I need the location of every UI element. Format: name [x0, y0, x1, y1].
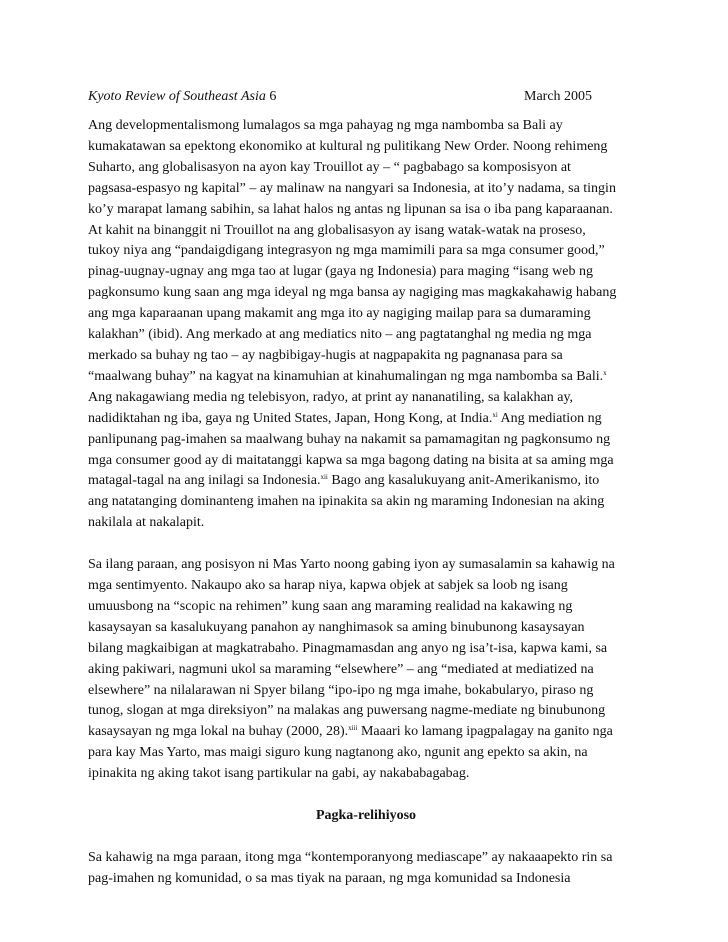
text-line: para kay Mas Yarto, mas maigi siguro kung nagtanong ako, ngunit ang epekto sa akin, na: [88, 745, 588, 761]
text-line: At kahit na binanggit ni Trouillot na ang globalisasyon ay isang watak-watak na proseso,: [88, 222, 586, 238]
text-line: umuusbong na “scopic na rehimen” kung saan ang maraming realidad na kakawing ng: [88, 598, 573, 614]
text-line: pagkonsumo kung saan ang mga ideyal ng mga bansa ay nagiging mas magkakahawig habang: [88, 285, 617, 301]
text-line: [88, 471, 644, 492]
text-line: kumakatawan sa epektong ekonomiko at kultural ng pulitikang New Order. Noong rehimeng: [88, 138, 608, 154]
line-text: matagal-tagal na ang inilagi sa Indonesia.: [88, 473, 321, 489]
endnote-marker-xiii[interactable]: xiii: [348, 724, 358, 733]
line-text: Ang mediation ng: [497, 410, 602, 426]
text-line: pag-imahen ng komunidad, o sa mas tiyak na paraan, ng mga komunidad sa Indonesia: [88, 870, 571, 886]
text-line: merkado sa buhay ng tao – ay nagbibigay-hugis at nagpapakita ng pagnanasa para sa: [88, 347, 563, 363]
text-line: aking pakiwari, nagmuni ukol sa maraming “elsewhere” – ang “mediated at mediatized na: [88, 661, 594, 677]
text-line: Ang nakagawiang media ng telebisyon, radyo, at print ay nananatiling, sa kalakhan ay,: [88, 389, 574, 405]
line-text: Bago ang kasalukuyang anit-Amerikanismo, ito: [327, 473, 600, 489]
text-line: pinag-uugnay-ugnay ang mga tao at lugar (gaya ng Indonesia) para maging “isang web ng: [88, 264, 593, 280]
text-line: bilang magkaibigan at magkatrabaho. Pinagmamasdan ang anyo ng isa’t-isa, kapwa kami, sa: [88, 640, 608, 656]
line-text: “maalwang buhay” na kagyat na kinamuhian at kinahumalingan ng mga nambomba sa Bali.: [88, 368, 604, 384]
text-line: kasaysayan sa kasalukuyang panahon ay nanghimasok sa aming binubunong kasaysayan: [88, 619, 585, 635]
paragraph-mas-yarto: [88, 555, 644, 785]
paragraph-mediascape: [88, 848, 644, 890]
journal-title: Kyoto Review of Southeast Asia: [88, 89, 266, 104]
text-line: ang mga kaparaanan upang makamit ang mga ito ay nagiging mailap para sa dumaraming: [88, 306, 591, 322]
text-line: ipinakita ng aking takot isang partikular na gabi, ay nakababagabag.: [88, 766, 470, 782]
endnote-marker-xi[interactable]: xi: [492, 410, 498, 419]
endnote-marker-xii[interactable]: xii: [320, 473, 328, 482]
text-line: pagsasa-espasyo ng kapital” – ay malinaw na nangyari sa Indonesia, at ito’y nadama, sa tingin: [88, 180, 616, 196]
line-text: kasaysayan ng mga lokal na buhay (2000, 28).: [88, 724, 349, 740]
text-line: ko’y marapat lamang sabihin, sa lahat halos ng antas ng lipunan sa isa o iba pang kaparaanan.: [88, 201, 613, 217]
header-journal-issue: [88, 87, 276, 107]
text-line: Sa kahawig na mga paraan, itong mga “kontemporanyong mediascape” ay nakaaapekto rin sa: [88, 850, 613, 865]
paragraph-developmentalism: [88, 116, 644, 534]
text-line: nakilala at nakalapit.: [88, 515, 205, 531]
text-line: [88, 367, 644, 388]
text-line: tukoy niya ang “pandaigdigang integrasyon ng mga mamimili para sa mga consumer good,”: [88, 243, 605, 259]
text-line: ang natatanging dominanteng imahen na ipinakita sa akin ng maraming Indonesian na aking: [88, 494, 605, 510]
running-header: [88, 87, 644, 107]
text-line: Ang developmentalismong lumalagos sa mga pahayag ng mga nambomba sa Bali ay: [88, 118, 563, 133]
line-text: nadidiktahan ng iba, gaya ng United States, Japan, Hong Kong, at India.: [88, 410, 493, 426]
text-line: elsewhere” na nilalarawan ni Spyer bilang “ipo-ipo ng mga imahe, bokabularyo, piraso ng: [88, 682, 594, 698]
line-text: Maaari ko lamang ipagpalagay na ganito nga: [357, 724, 613, 740]
text-line: Sa ilang paraan, ang posisyon ni Mas Yarto noong gabing iyon ay sumasalamin sa kahawig na: [88, 557, 615, 573]
text-line: mga consumer good ay di maitatanggi kapwa sa mga bagong dating na bisita at sa aming mga: [88, 452, 614, 468]
text-line: [88, 722, 644, 743]
text-line: mga sentimyento. Nakaupo ako sa harap niya, kapwa objek at sabjek sa loob ng isang: [88, 578, 568, 594]
text-line: Suharto, ang globalisasyon na ayon kay Trouillot ay – “ pagbabago sa komposisyon at: [88, 159, 571, 175]
document-page: [88, 0, 644, 890]
issue-number: 6: [269, 89, 277, 104]
endnote-marker-x[interactable]: x: [603, 368, 607, 377]
text-line: kalakhan” (ibid). Ang merkado at ang mediatics nito – ang pagtatanghal ng media ng mga: [88, 327, 592, 343]
text-line: tunog, slogan at mga direksiyon” na malakas ang puwersang nagme-mediate ng binubunong: [88, 703, 606, 719]
text-line: panlipunang pag-imahen sa maalwang buhay na nakamit sa pamamagitan ng pagkonsumo ng: [88, 431, 611, 447]
section-heading: Pagka-relihiyoso: [315, 808, 417, 824]
text-line: [88, 409, 644, 430]
header-date: March 2005: [524, 89, 593, 104]
